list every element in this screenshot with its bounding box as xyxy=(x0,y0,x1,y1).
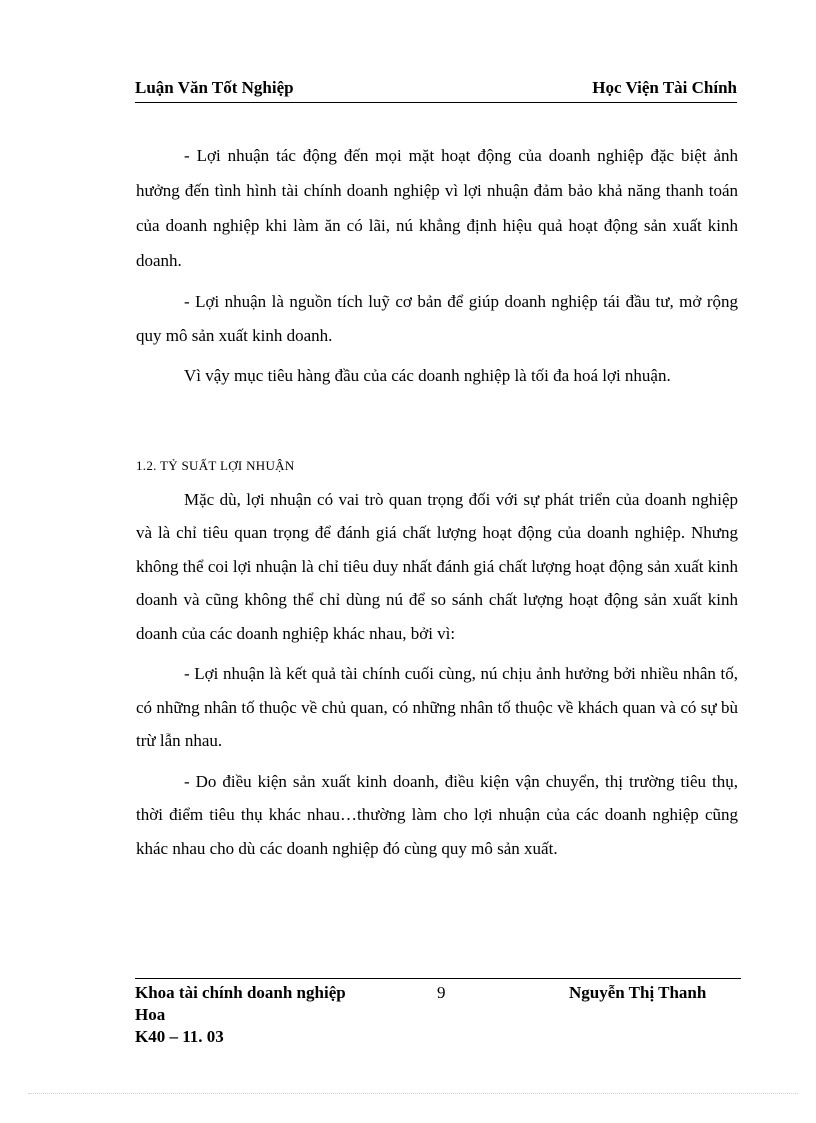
page-header xyxy=(135,76,737,103)
page-edge-divider xyxy=(28,1093,798,1094)
header-thesis-label: Luận Văn Tốt Nghiệp xyxy=(135,78,294,97)
footer-class: K40 – 11. 03 xyxy=(135,1027,224,1046)
body-paragraph: Mặc dù, lợi nhuận có vai trò quan trọng đối với sự phát triển của doanh nghiệp và là chỉ tiêu quan trọng để đánh giá chất lượng hoạt động của doanh nghiệp. Nhưng không thể coi lợi nhuận là chỉ tiêu duy nhất đánh giá chất lượng hoạt động sản xuất kinh doanh và cũng không thể chỉ dùng nú để so sánh chất lượng hoạt động sản xuất kinh doanh của các doanh nghiệp khác nhau, bởi vì: xyxy=(136,489,738,643)
footer-author-continued: Hoa xyxy=(135,1005,166,1024)
footer-divider xyxy=(135,978,741,979)
footer-author: Nguyễn Thị Thanh xyxy=(569,983,707,1002)
header-institution-label: Học Viện Tài Chính xyxy=(592,78,737,97)
page-content xyxy=(136,138,738,865)
body-paragraph: - Lợi nhuận là nguồn tích luỹ cơ bản để giúp doanh nghiệp tái đầu tư, mở rộng quy mô sản xuất kinh doanh. xyxy=(136,292,738,345)
page-number: 9 xyxy=(437,983,446,1002)
body-paragraph: Vì vậy mục tiêu hàng đầu của các doanh nghiệp là tối đa hoá lợi nhuận. xyxy=(184,366,671,385)
footer-department: Khoa tài chính doanh nghiệp xyxy=(135,983,346,1002)
body-paragraph: - Lợi nhuận tác động đến mọi mặt hoạt động của doanh nghiệp đặc biệt ảnh hưởng đến tình hình tài chính doanh nghiệp vì lợi nhuận đảm bảo khả năng thanh toán của doanh nghiệp khi làm ăn có lãi, nú khẳng định hiệu quả hoạt động sản xuất kinh doanh. xyxy=(136,146,738,270)
section-heading: 1.2. TỶ SUẤT LỢI NHUẬN xyxy=(136,457,295,473)
body-paragraph: - Do điều kiện sản xuất kinh doanh, điều kiện vận chuyển, thị trường tiêu thụ, thời điểm tiêu thụ khác nhau…thường làm cho lợi nhuận của các doanh nghiệp cũng khác nhau cho dù các doanh nghiệp đó cùng quy mô sản xuất. xyxy=(136,771,738,858)
body-paragraph: - Lợi nhuận là kết quả tài chính cuối cùng, nú chịu ảnh hưởng bởi nhiều nhân tố, có những nhân tố thuộc về chủ quan, có những nhân tố thuộc về khách quan và có sự bù trừ lẫn nhau. xyxy=(136,664,738,750)
